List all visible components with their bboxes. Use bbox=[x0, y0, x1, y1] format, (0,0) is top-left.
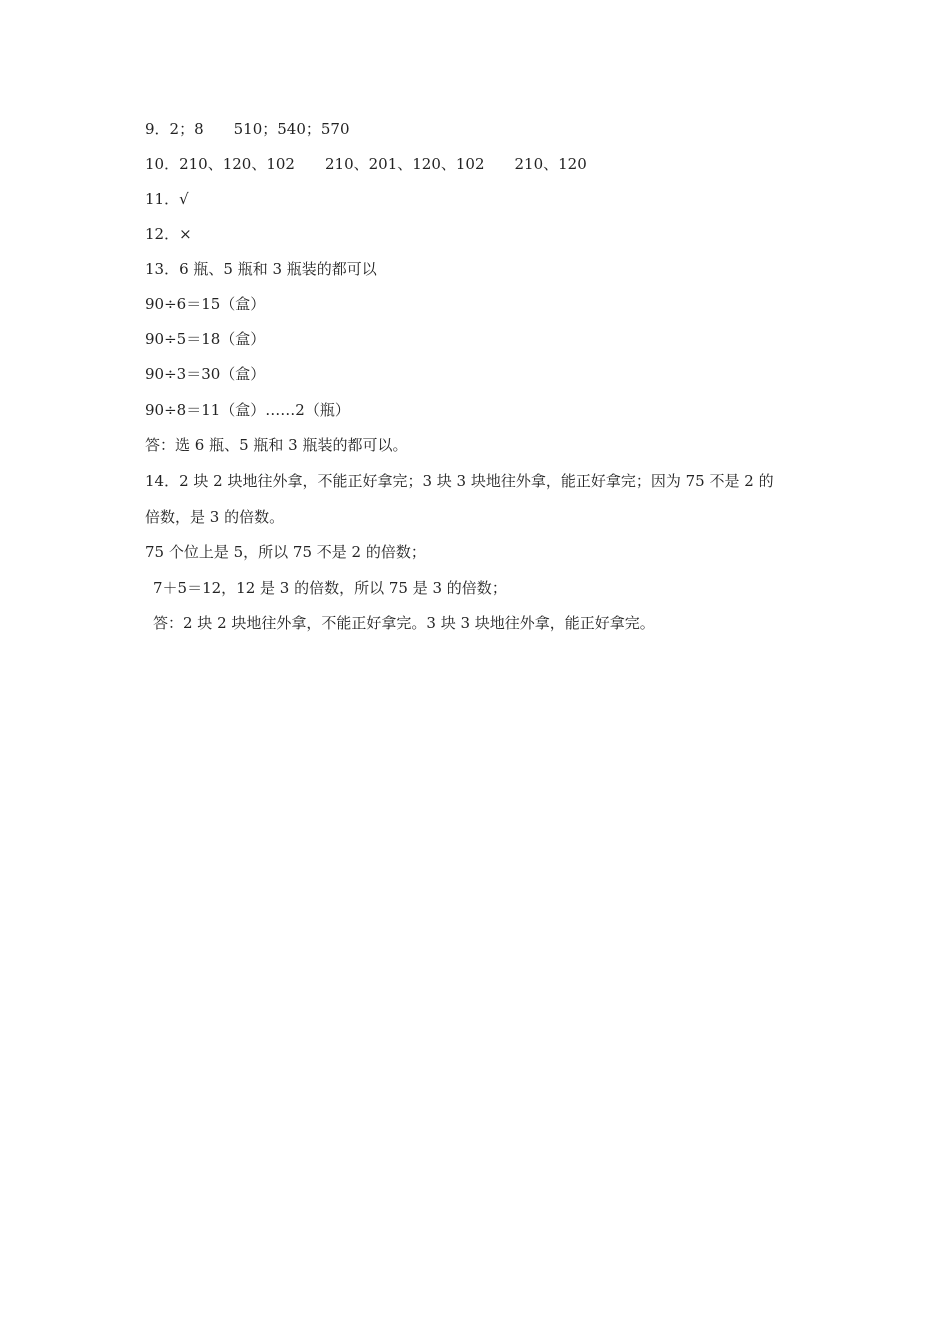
answer-9-line: 9．2；8 510；540；570 bbox=[145, 120, 350, 138]
answer-14-conclusion: 答：2 块 2 块地往外拿，不能正好拿完。3 块 3 块地往外拿，能正好拿完。 bbox=[153, 614, 655, 632]
answer-10-line: 10．210、120、102 210、201、120、102 210、120 bbox=[145, 155, 587, 173]
calculation-line: 90÷3＝30（盒） bbox=[145, 365, 266, 383]
answer-12-line: 12．× bbox=[145, 225, 192, 243]
answer-13-line: 13．6 瓶、5 瓶和 3 瓶装的都可以 bbox=[145, 260, 377, 278]
explanation-line: 75 个位上是 5，所以 75 不是 2 的倍数； bbox=[145, 543, 426, 561]
answer-14-continuation: 倍数，是 3 的倍数。 bbox=[145, 508, 285, 526]
answer-11-line: 11．√ bbox=[145, 190, 189, 208]
calculation-line: 90÷8＝11（盒）……2（瓶） bbox=[145, 401, 350, 419]
answer-14-line: 14．2 块 2 块地往外拿，不能正好拿完；3 块 3 块地往外拿，能正好拿完；因为 75 不是 2 的 bbox=[145, 472, 774, 490]
calculation-line: 90÷5＝18（盒） bbox=[145, 330, 266, 348]
calculation-line: 90÷6＝15（盒） bbox=[145, 295, 266, 313]
answer-13-conclusion: 答：选 6 瓶、5 瓶和 3 瓶装的都可以。 bbox=[145, 436, 408, 454]
explanation-line: 7＋5＝12，12 是 3 的倍数，所以 75 是 3 的倍数； bbox=[153, 579, 507, 597]
